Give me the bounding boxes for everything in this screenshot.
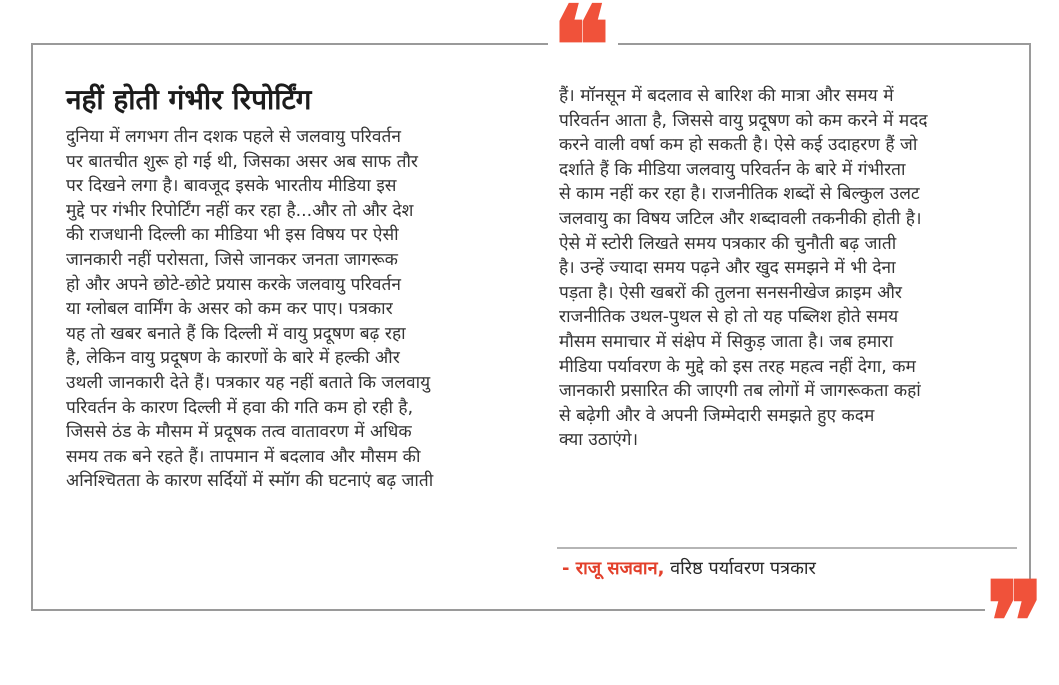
text-line: उथली जानकारी देते हैं। पत्रकार यह नहीं बताते कि जलवायु: [66, 372, 431, 393]
text-line: पर बातचीत शुरू हो गई थी, जिसका असर अब साफ तौर: [66, 151, 418, 172]
left-text-column: [66, 125, 536, 494]
attribution: [562, 556, 816, 580]
text-line: पड़ता है। ऐसी खबरों की तुलना सनसनीखेज क्राइम और: [559, 282, 902, 303]
open-quote-icon: ❝: [552, 0, 611, 109]
right-text-column: [559, 84, 1019, 453]
text-line: से काम नहीं कर रहा है। राजनीतिक शब्दों से बिल्कुल उलट: [559, 184, 920, 205]
close-quote-icon: ❞: [986, 559, 1045, 685]
text-line: जिससे ठंड के मौसम में प्रदूषक तत्व वातावरण में अधिक: [66, 422, 412, 443]
text-line: यह तो खबर बनाते हैं कि दिल्ली में वायु प्रदूषण बढ़ रहा: [66, 323, 406, 344]
text-line: परिवर्तन के कारण दिल्ली में हवा की गति कम हो रही है,: [66, 397, 414, 418]
text-line: ऐसे में स्टोरी लिखते समय पत्रकार की चुनौती बढ़ जाती: [559, 233, 897, 254]
text-line: है। उन्हें ज्यादा समय पढ़ने और खुद समझने में भी देना: [559, 258, 896, 279]
text-line: अनिश्चितता के कारण सर्दियों में स्मॉग की घटनाएं बढ़ जाती: [66, 471, 434, 492]
author-name: - राजू सजवान,: [562, 558, 665, 579]
text-line: मौसम समाचार में संक्षेप में सिकुड़ जाता है। जब हमारा: [559, 331, 894, 352]
text-line: जानकारी प्रसारित की जाएगी तब लोगों में जागरूकता कहां: [559, 381, 921, 402]
article-title: नहीं होती गंभीर रिपोर्टिंग: [66, 83, 312, 116]
text-line: करने वाली वर्षा कम हो सकती है। ऐसे कई उदाहरण हैं जो: [559, 135, 918, 156]
text-line: की राजधानी दिल्ली का मीडिया भी इस विषय पर ऐसी: [66, 225, 399, 246]
text-line: समय तक बने रहते हैं। तापमान में बदलाव और मौसम की: [66, 446, 421, 467]
text-line: मुद्दे पर गंभीर रिपोर्टिंग नहीं कर रहा है...और तो और देश: [66, 200, 414, 221]
text-line: क्या उठाएंगे।: [559, 430, 639, 451]
text-line: से बढ़ेगी और वे अपनी जिम्मेदारी समझते हुए कदम: [559, 405, 875, 426]
text-line: जानकारी नहीं परोसता, जिसे जानकर जनता जागरूक: [66, 249, 398, 270]
text-line: पर दिखने लगा है। बावजूद इसके भारतीय मीडिया इस: [66, 176, 397, 197]
text-line: है, लेकिन वायु प्रदूषण के कारणों के बारे में हल्की और: [66, 348, 400, 369]
text-line: जलवायु का विषय जटिल और शब्दावली तकनीकी होती है।: [559, 208, 922, 229]
text-line: राजनीतिक उथल-पुथल से हो तो यह पब्लिश होते समय: [559, 307, 899, 328]
text-line: दुनिया में लगभग तीन दशक पहले से जलवायु परिवर्तन: [66, 127, 401, 147]
text-line: परिवर्तन आता है, जिससे वायु प्रदूषण को कम करने में मदद: [559, 110, 928, 131]
author-role: वरिष्ठ पर्यावरण पत्रकार: [664, 558, 816, 579]
text-line: हैं। मॉनसून में बदलाव से बारिश की मात्रा और समय में: [559, 86, 894, 106]
text-line: दर्शाते हैं कि मीडिया जलवायु परिवर्तन के बारे में गंभीरता: [559, 159, 906, 180]
text-line: मीडिया पर्यावरण के मुद्दे को इस तरह महत्व नहीं देगा, कम: [559, 356, 916, 377]
text-line: या ग्लोबल वार्मिंग के असर को कम कर पाए। पत्रकार: [66, 299, 393, 320]
text-line: हो और अपने छोटे-छोटे प्रयास करके जलवायु परिवर्तन: [66, 274, 401, 295]
attribution-divider: [557, 547, 1017, 549]
